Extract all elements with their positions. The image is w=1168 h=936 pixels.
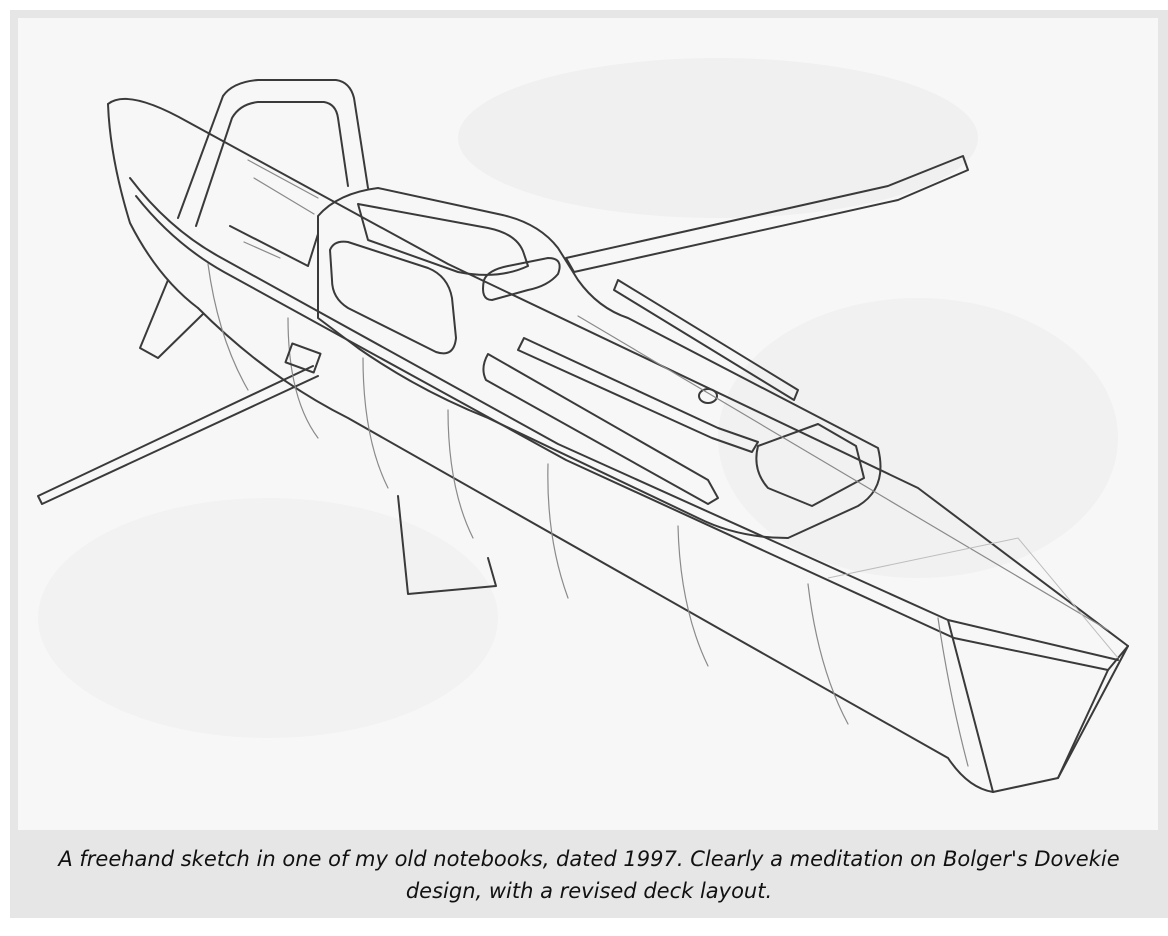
figure	[10, 10, 1168, 918]
boat-sketch-drawing	[18, 18, 1158, 830]
figure-caption: A freehand sketch in one of my old notebooks, dated 1997. Clearly a meditation on Bolger's Dovekie design, with a revised deck layout.	[58, 847, 1120, 903]
sketch-image	[18, 18, 1158, 830]
